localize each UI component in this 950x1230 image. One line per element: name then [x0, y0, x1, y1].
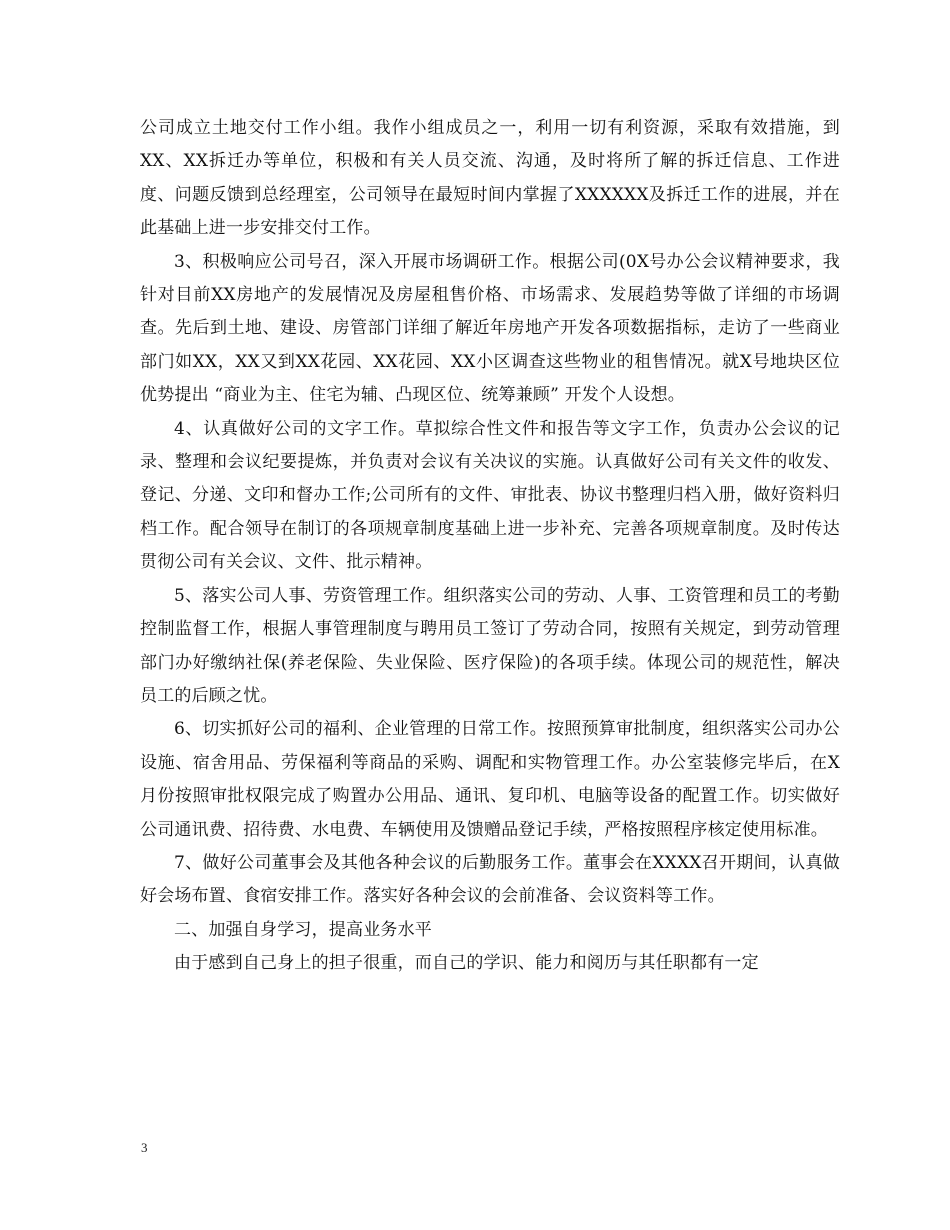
body-text [140, 112, 840, 981]
paragraph-self-study: 由于感到自己身上的担子很重，而自己的学识、能力和阅历与其任职都有一定 [174, 953, 759, 974]
paragraph-writing-work: 4、认真做好公司的文字工作。草拟综合性文件和报告等文字工作，负责办公会议的记录、整理和会议纪要提炼，并负责对会议有关决议的实施。认真做好公司有关文件的收发、登记、分递、文印和督办工作;公司所有的文件、审批表、协议书整理归档入册，做好资料归档工作。配合领导在制订的各项规章制度基础上进一步补充、完善各项规章制度。及时传达贯彻公司有关会议、文件、批示精神。 [140, 418, 840, 573]
paragraph-personnel-management: 5、落实公司人事、劳资管理工作。组织落实公司的劳动、人事、工资管理和员工的考勤控制监督工作，根据人事管理制度与聘用员工签订了劳动合同，按照有关规定，到劳动管理部门办好缴纳社保(养老保险、失业保险、医疗保险)的各项手续。体现公司的规范性，解决员工的后顾之忧。 [140, 585, 840, 706]
paragraph-land-delivery: 公司成立土地交付工作小组。我作小组成员之一，利用一切有利资源，采取有效措施，到XX、XX拆迁办等单位，积极和有关人员交流、沟通，及时将所了解的拆迁信息、工作进度、问题反馈到总经理室，公司领导在最短时间内掌握了XXXXXX及拆迁工作的进展，并在此基础上进一步安排交付工作。 [140, 118, 840, 239]
page-number: 3 [141, 1140, 148, 1155]
section-heading-self-study: 二、加强自身学习，提高业务水平 [174, 919, 432, 940]
paragraph-board-meetings: 7、做好公司董事会及其他各种会议的后勤服务工作。董事会在XXXX召开期间，认真做好会场布置、食宿安排工作。落实好各种会议的会前准备、会议资料等工作。 [140, 852, 840, 907]
paragraph-welfare-management: 6、切实抓好公司的福利、企业管理的日常工作。按照预算审批制度，组织落实公司办公设施、宿舍用品、劳保福利等商品的采购、调配和实物管理工作。办公室装修完毕后，在X月份按照审批权限完成了购置办公用品、通讯、复印机、电脑等设备的配置工作。切实做好公司通讯费、招待费、水电费、车辆使用及馈赠品登记手续，严格按照程序核定使用标准。 [140, 719, 840, 840]
paragraph-market-research: 3、积极响应公司号召，深入开展市场调研工作。根据公司(0X号办公会议精神要求，我针对目前XX房地产的发展情况及房屋租售价格、市场需求、发展趋势等做了详细的市场调查。先后到土地、建设、房管部门详细了解近年房地产开发各项数据指标，走访了一些商业部门如XX，XX又到XX花园、XX花园、XX小区调查这些物业的租售情况。就X号地块区位优势提出 “商业为主、住宅为辅、凸现区位、统筹兼顾” 开发个人设想。 [140, 251, 840, 406]
